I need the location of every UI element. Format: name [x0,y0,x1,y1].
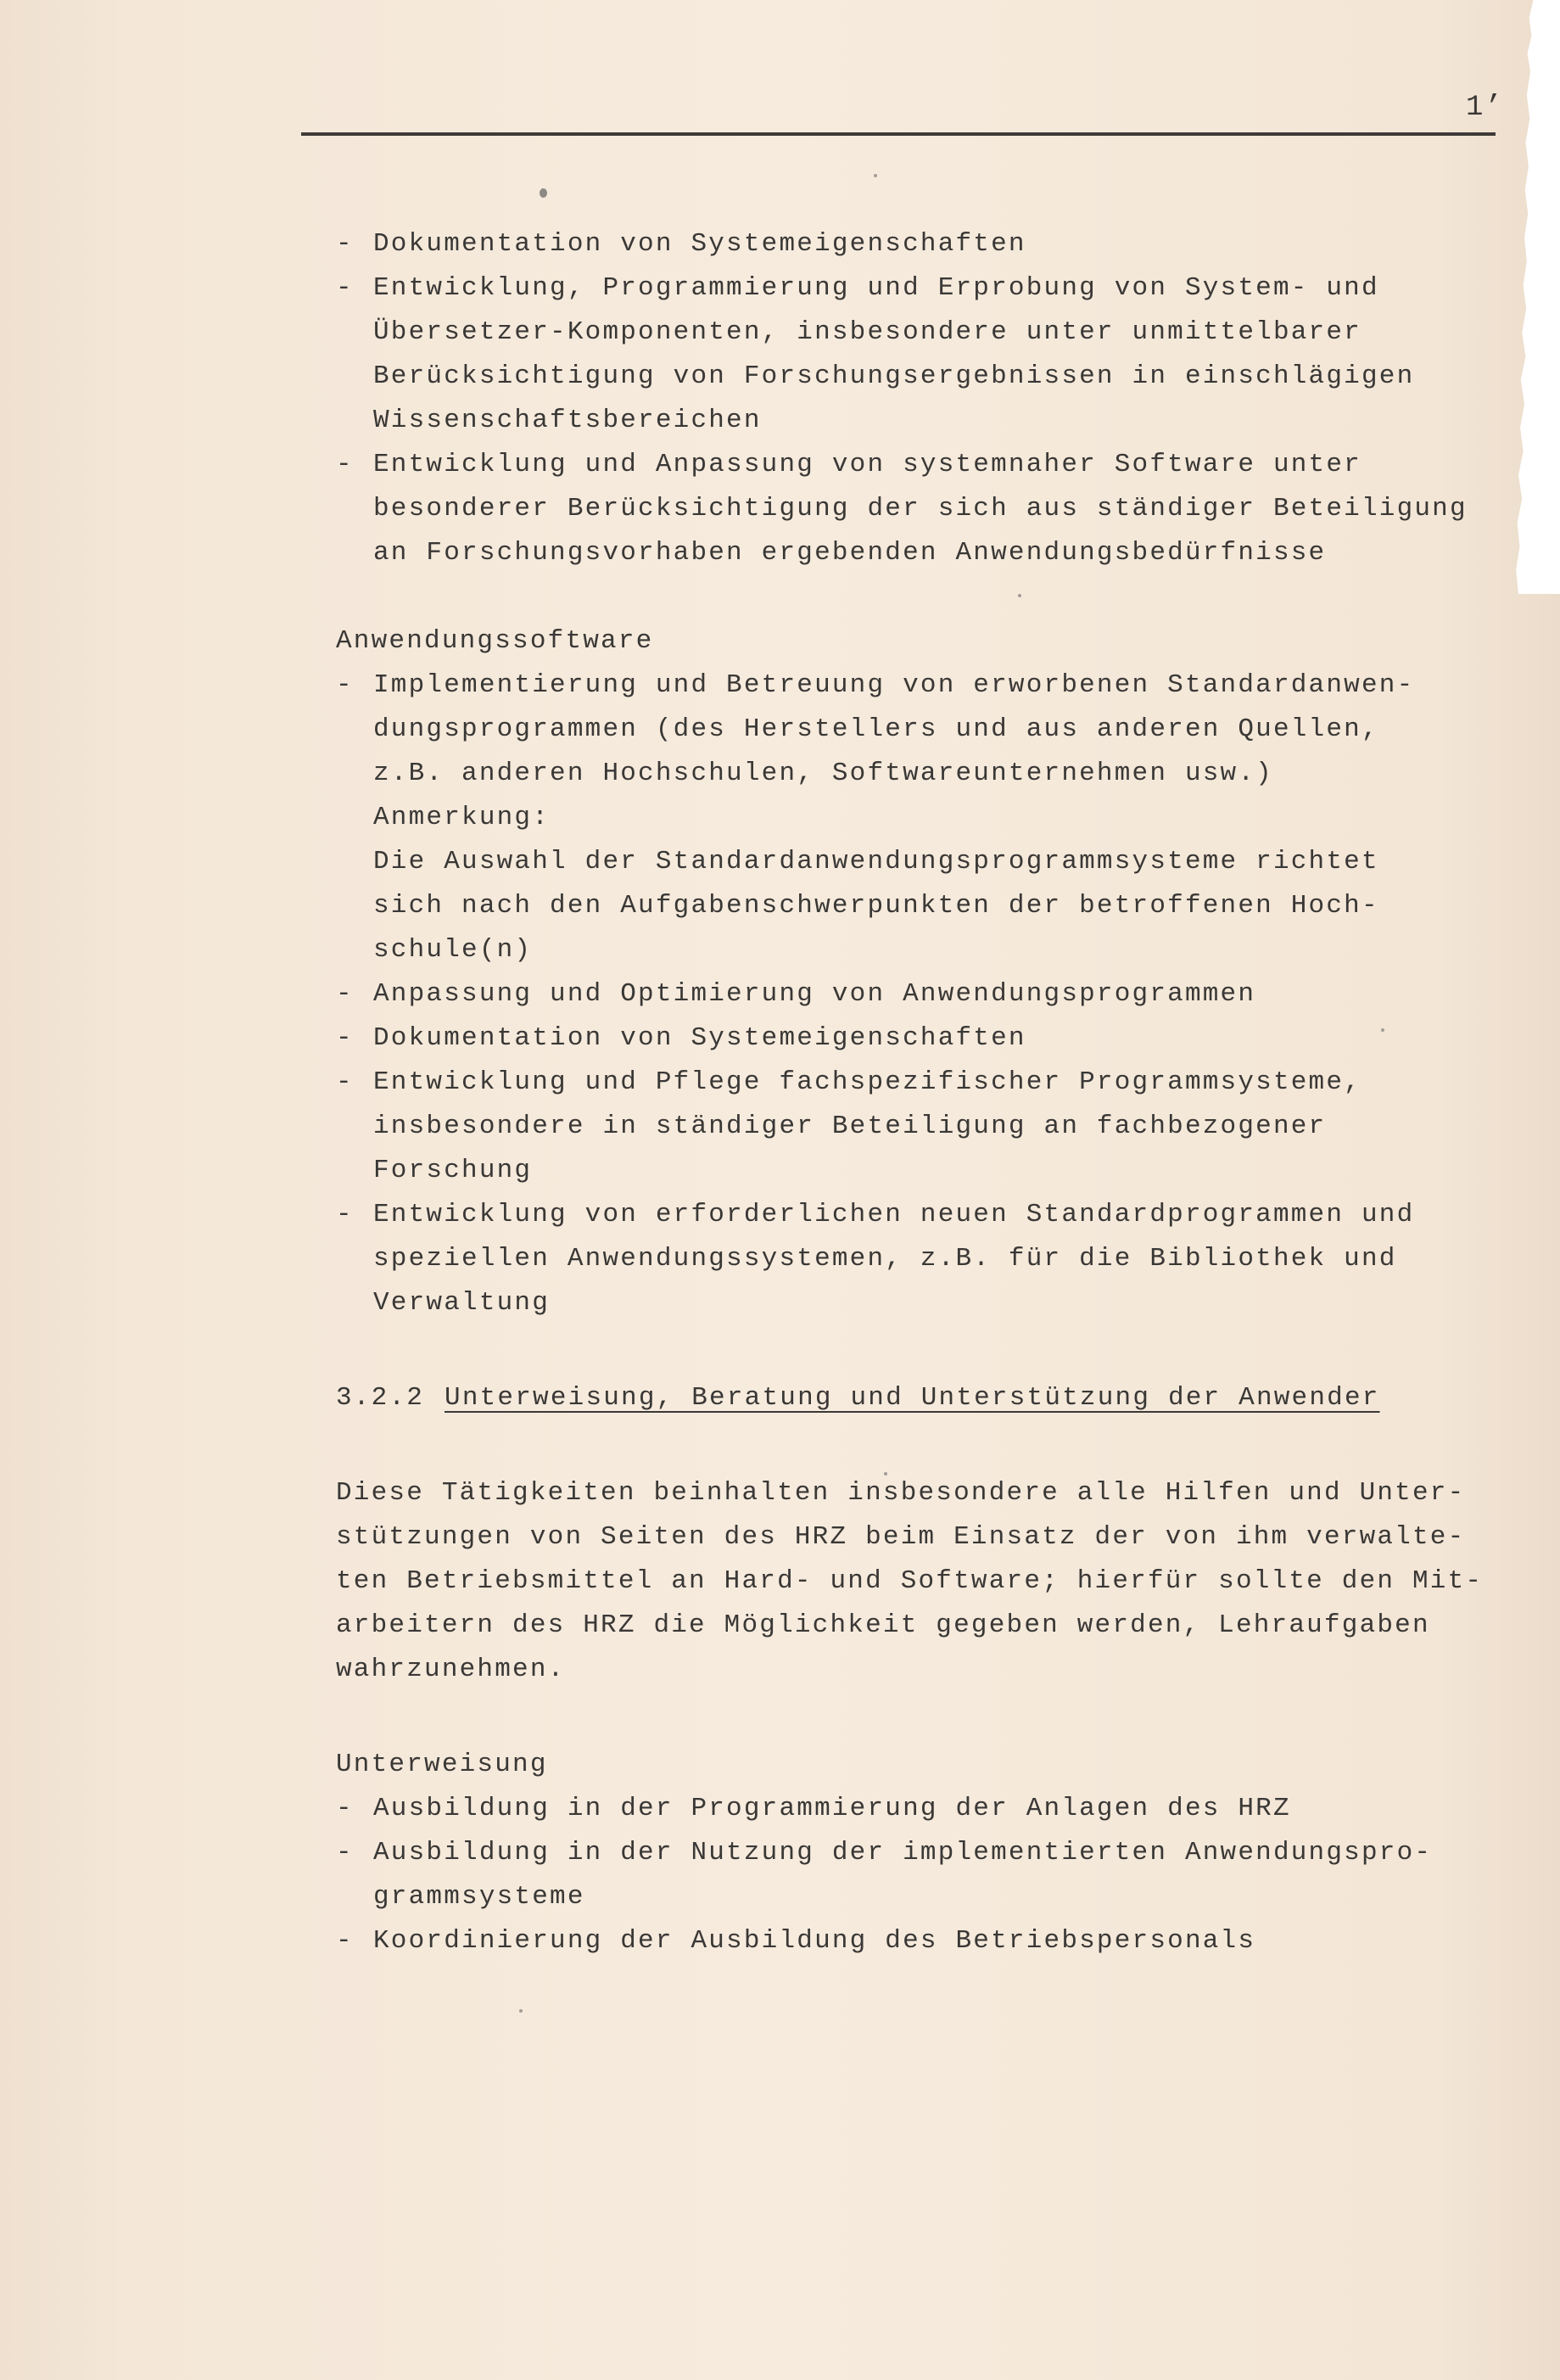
list-item [336,664,1507,972]
list-item [336,972,1507,1016]
list-item-line: Ausbildung in der Nutzung der implementierten Anwendungspro- [373,1838,1433,1868]
list-item-line: Dokumentation von Systemeigenschaften [373,1023,1026,1053]
list-item-line: Implementierung und Betreuung von erworbenen Standardanwen- [373,670,1415,700]
list-dash: - [336,979,354,1009]
section-number: 3.2.2 [336,1383,425,1413]
list-item [336,1193,1507,1325]
system-software-list [336,222,1507,575]
list-item [336,1061,1507,1193]
ink-dot-mark [540,188,547,198]
spacer [336,575,1507,619]
section-title: Unterweisung, Beratung und Unterstützung der Anwender [445,1383,1380,1413]
list-dash: - [336,229,354,259]
list-item-line: Dokumentation von Systemeigenschaften [373,229,1026,259]
spacer [336,1692,1507,1743]
list-item-line: insbesondere in ständiger Beteiligung an fachbezogener [373,1112,1327,1141]
list-item-line: speziellen Anwendungssystemen, z.B. für die Bibliothek und [373,1244,1397,1274]
list-item-line: grammsysteme [373,1882,585,1912]
paragraph-line: ten Betriebsmittel an Hard- und Software; hierfür sollte den Mit- [336,1566,1484,1596]
section-heading-322 [336,1376,1507,1420]
list-item-line: Entwicklung und Anpassung von systemnaher Software unter [373,450,1362,479]
section-title-unterweisung: Unterweisung [336,1750,548,1779]
list-dash: - [336,1067,354,1097]
list-item [336,1787,1507,1831]
list-item-line: an Forschungsvorhaben ergebenden Anwendungsbedürfnisse [373,538,1327,568]
list-item-line: besonderer Berücksichtigung der sich aus ständiger Beteiligung [373,494,1468,524]
list-item [336,1919,1507,1963]
list-item-line: Die Auswahl der Standardanwendungsprogrammsysteme richtet [373,847,1379,876]
list-item-line: Entwicklung von erforderlichen neuen Standardprogrammen und [373,1200,1415,1229]
section-322-paragraph [336,1471,1507,1692]
list-item-line: schule(n) [373,935,533,965]
document-body [336,222,1507,1963]
list-item [336,1831,1507,1919]
list-item-line: Forschung [373,1156,533,1185]
list-item-line: Entwicklung und Pflege fachspezifischer Programmsysteme, [373,1067,1362,1097]
page-number: 1’ [1466,92,1504,124]
list-item-line: Verwaltung [373,1288,551,1318]
list-dash: - [336,450,354,479]
list-item-line: Wissenschaftsbereichen [373,406,762,435]
list-dash: - [336,1926,354,1956]
list-item-line: Ausbildung in der Programmierung der Anlagen des HRZ [373,1794,1291,1823]
anwendungssoftware-list [336,664,1507,1325]
paragraph-line: arbeitern des HRZ die Möglichkeit gegeben werden, Lehraufgaben [336,1610,1430,1640]
list-dash: - [336,1200,354,1229]
list-item-line: dungsprogrammen (des Herstellers und aus anderen Quellen, [373,714,1379,744]
list-item-line: Anpassung und Optimierung von Anwendungsprogrammen [373,979,1256,1009]
spacer [336,1325,1507,1376]
list-dash: - [336,670,354,700]
list-item-line: z.B. anderen Hochschulen, Softwareunternehmen usw.) [373,759,1273,788]
header-rule [301,132,1496,136]
paragraph-line: Diese Tätigkeiten beinhalten insbesondere alle Hilfen und Unter- [336,1478,1466,1508]
list-item [336,222,1507,266]
unterweisung-list [336,1787,1507,1963]
list-item-line: Übersetzer-Komponenten, insbesondere unter unmittelbarer [373,317,1362,347]
list-item-line: Berücksichtigung von Forschungsergebnissen in einschlägigen [373,361,1415,391]
list-dash: - [336,1838,354,1868]
list-item-line: Entwicklung, Programmierung und Erprobung von System- und [373,273,1379,303]
list-item [336,443,1507,575]
list-item [336,1016,1507,1061]
list-item-line: Anmerkung: [373,803,551,832]
paper-speck [874,174,877,177]
paragraph-line: stützungen von Seiten des HRZ beim Einsatz der von ihm verwalte- [336,1522,1466,1552]
list-dash: - [336,1023,354,1053]
list-item-line: sich nach den Aufgabenschwerpunkten der betroffenen Hoch- [373,891,1379,921]
section-title-anwendungssoftware: Anwendungssoftware [336,626,654,656]
list-item [336,266,1507,443]
paragraph-line: wahrzunehmen. [336,1655,566,1684]
list-item-line: Koordinierung der Ausbildung des Betriebspersonals [373,1926,1256,1956]
list-dash: - [336,273,354,303]
spacer [336,1420,1507,1471]
list-dash: - [336,1794,354,1823]
paper-speck [519,2009,523,2013]
